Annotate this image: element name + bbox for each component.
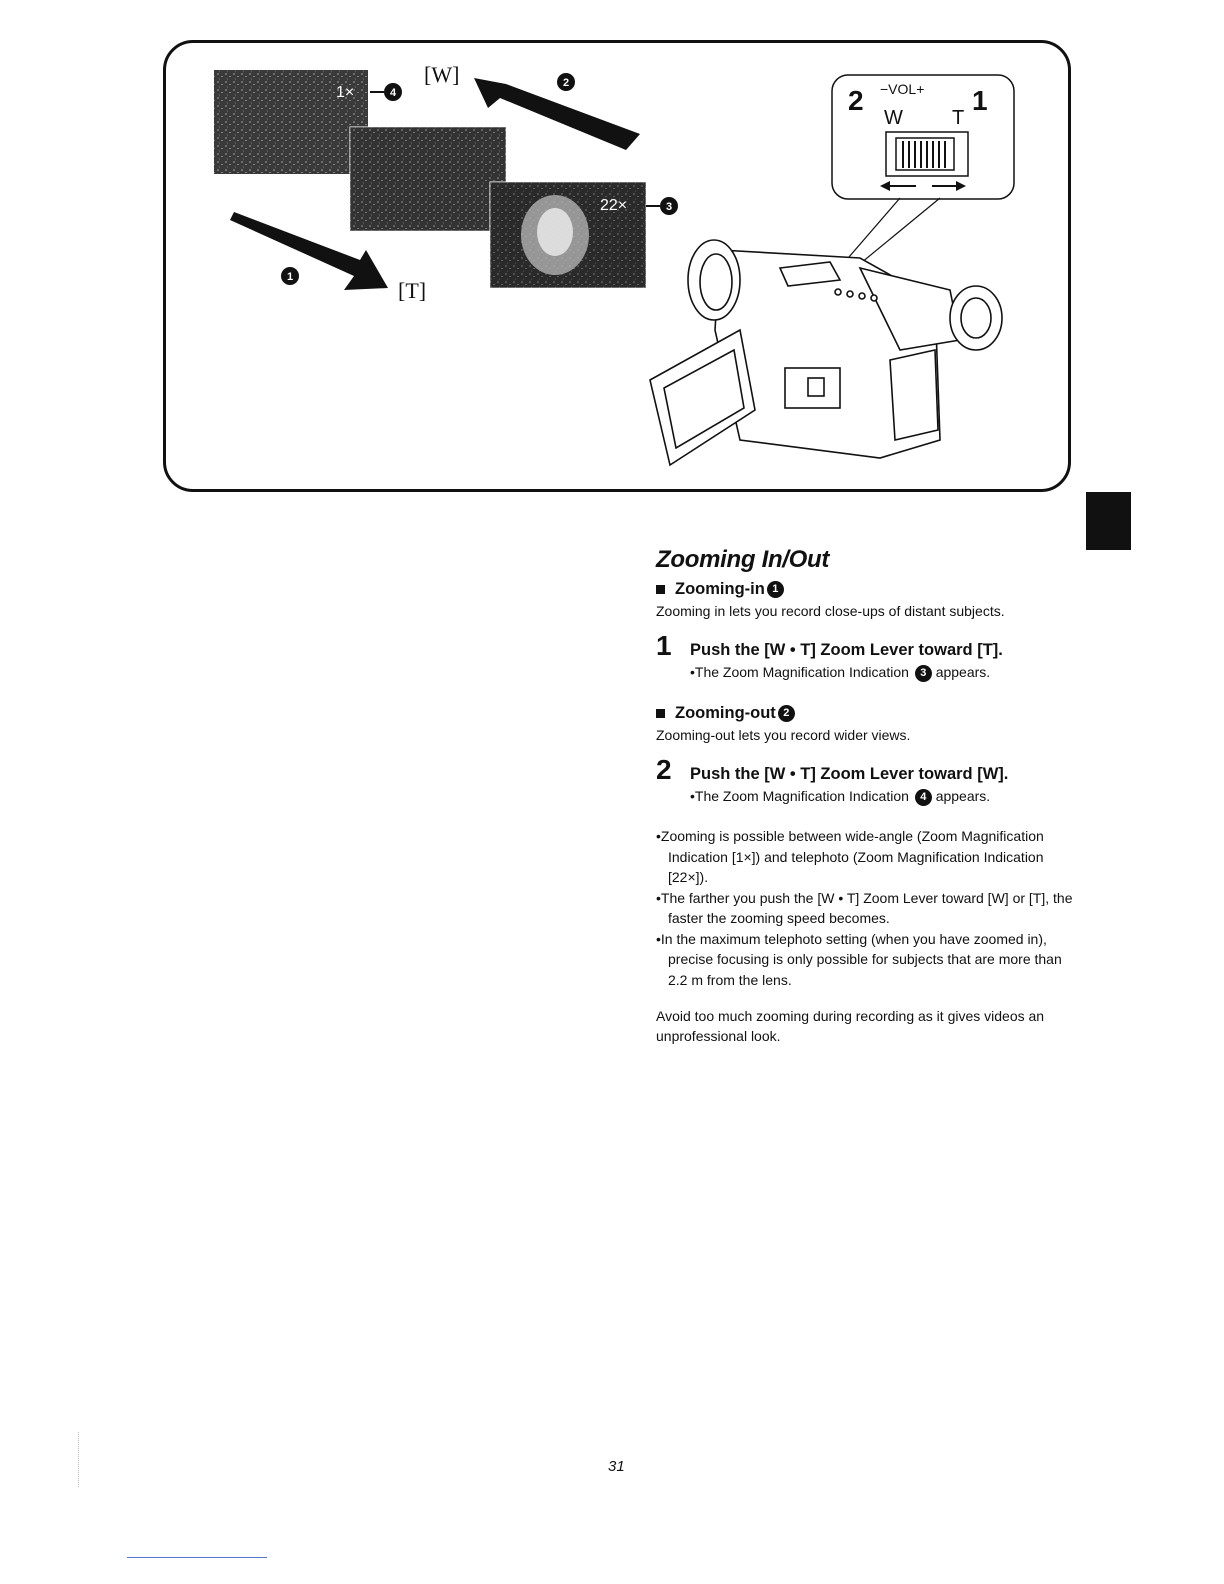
step-instruction: Push the [W • T] Zoom Lever toward [T]. <box>690 641 1003 659</box>
section-tab-marker <box>1086 492 1131 550</box>
svg-text:4: 4 <box>389 87 397 99</box>
zoom-in-description: Zooming in lets you record close-ups of distant subjects. <box>656 603 1005 619</box>
zoom-section <box>656 540 1076 1046</box>
step-2 <box>656 754 1076 785</box>
svg-text:3: 3 <box>665 201 673 213</box>
zoom-in-heading: Zooming-in 1 <box>656 580 1076 599</box>
label-t: [T] <box>398 278 427 303</box>
callout-2-badge: 2 <box>778 705 795 722</box>
thumb3-zoom-label: 22× <box>600 197 628 214</box>
svg-text:2: 2 <box>562 77 570 89</box>
notes-list <box>656 826 1076 990</box>
step-1-note: •The Zoom Magnification Indication 3 appears. <box>690 664 991 680</box>
page-number: 31 <box>608 1458 625 1475</box>
list-item: •In the maximum telephoto setting (when you have zoomed in), precise focusing is only possible for subjects that are more than 2.2 m from the lens. <box>656 930 1062 988</box>
list-item: •Zooming is possible between wide-angle (Zoom Magnification Indication [1×]) and telephoto (Zoom Magnification Indication [22×]). <box>656 828 1044 885</box>
advice-paragraph: Avoid too much zooming during recording as it gives videos an unprofessional look. <box>656 1008 1045 1044</box>
svg-text:1: 1 <box>972 85 988 116</box>
zoom-illustration <box>0 0 1224 560</box>
bullet-square-icon <box>656 709 665 718</box>
step-1 <box>656 630 1076 661</box>
bullet-square-icon <box>656 585 665 594</box>
callout-4-badge: 4 <box>915 789 932 806</box>
callout-3-badge: 3 <box>915 665 932 682</box>
zoom-out-description: Zooming-out lets you record wider views. <box>656 727 911 743</box>
zoom-out-heading: Zooming-out 2 <box>656 704 1076 723</box>
list-item: •The farther you push the [W • T] Zoom Lever toward [W] or [T], the faster the zooming speed becomes. <box>656 889 1073 926</box>
camcorder-icon <box>650 240 1002 465</box>
scan-artifact <box>78 1432 80 1487</box>
callout-1-badge: 1 <box>767 581 784 598</box>
svg-text:2: 2 <box>848 85 864 116</box>
step-instruction: Push the [W • T] Zoom Lever toward [W]. <box>690 765 1009 783</box>
svg-text:−VOL+: −VOL+ <box>880 81 925 97</box>
footer-rule <box>127 1557 267 1558</box>
svg-text:1: 1 <box>286 271 294 283</box>
svg-text:T: T <box>952 107 965 129</box>
section-title: Zooming In/Out <box>656 546 830 573</box>
step-number: 2 <box>656 754 672 785</box>
thumb1-zoom-label: 1× <box>336 84 355 101</box>
step-2-note: •The Zoom Magnification Indication 4 appears. <box>690 788 991 804</box>
label-w: [W] <box>424 62 460 87</box>
step-number: 1 <box>656 630 672 661</box>
svg-text:W: W <box>884 107 903 129</box>
